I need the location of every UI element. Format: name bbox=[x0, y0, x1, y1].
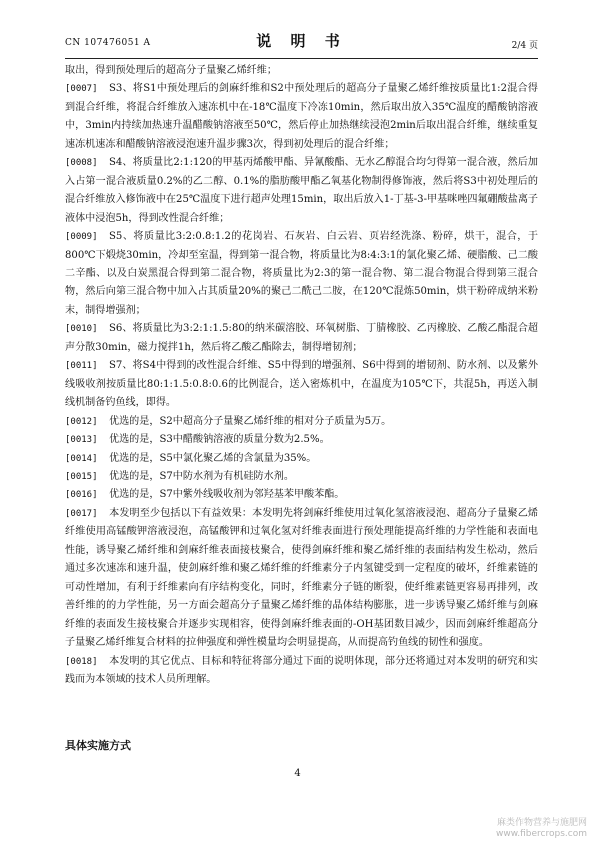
paragraph-continuation bbox=[65, 62, 538, 80]
paragraph-text: 优选的是，S5中氯化聚乙烯的含氯量为35%。 bbox=[109, 452, 317, 464]
paragraph-0017 bbox=[65, 505, 538, 653]
paragraph-0015 bbox=[65, 468, 538, 486]
paragraph-number: [0011] bbox=[65, 361, 98, 372]
paragraph-text: 优选的是，S2中超高分子量聚乙烯纤维的相对分子质量为5万。 bbox=[109, 415, 392, 427]
paragraph-number: [0009] bbox=[65, 232, 98, 243]
paragraph-text: 优选的是，S3中醋酸钠溶液的质量分数为2.5%。 bbox=[109, 434, 330, 446]
paragraph-text: 本发明至少包括以下有益效果：本发明先将剑麻纤维使用过氧化氢溶液浸泡、超高分子量聚乙烯纤维使用高锰酸钾溶液浸泡，高锰酸钾和过氧化氢对纤维表面进行预处理能提高纤维的力学性能和表面电性能，诱导聚乙烯纤维和剑麻纤维表面接枝聚合，使得剑麻纤维和聚乙烯纤维的表面结构发生松动，然后通过多次速冻和速升温，使剑麻纤维和聚乙烯纤维的纤维素分子内氢键受到一定程度的破坏，纤维素链的可动性增加，有利于纤维素向有序结构变化，同时，纤维素分子链的断裂，使纤维素链更容易再排列，改善纤维的的力学性能，另一方面会超高分子量聚乙烯纤维的晶体结构膨胀，进一步诱导聚乙烯纤维与剑麻纤维的表面发生接枝聚合并逐步实现相容，使得剑麻纤维表面的-OH基团数目减少，因而剑麻纤维超高分子量聚乙烯纤维复合材料的拉伸强度和弹性模量均会明显提高，从而提高钓鱼线的韧性和强度。 bbox=[65, 507, 538, 649]
watermark-name: 麻类作物营养与施肥网 bbox=[496, 818, 587, 828]
paragraph-text: 取出，得到预处理后的超高分子量聚乙烯纤维； bbox=[65, 65, 277, 76]
paragraph-number: [0008] bbox=[65, 158, 98, 169]
description-body bbox=[65, 62, 538, 689]
paragraph-text: S7、将S4中得到的改性混合纤维、S5中得到的增强剂、S6中得到的增韧剂、防水剂、以及紫外线吸收剂按质量比80:1:1.5:0.8:0.6的比例混合，送入密炼机中，在温度为105℃下，共混5h，再送入制线机制备钓鱼线，即得。 bbox=[65, 360, 538, 409]
paragraph-0014 bbox=[65, 450, 538, 468]
paragraph-0007 bbox=[65, 80, 538, 154]
paragraph-text: 优选的是，S7中防水剂为有机硅防水剂。 bbox=[109, 470, 294, 482]
paragraph-0011 bbox=[65, 357, 538, 412]
paragraph-text: S6、将质量比为3:2:1:1.5:80的纳米碳溶胶、环氧树脂、丁腈橡胶、乙丙橡胶、乙酸乙酯混合超声分散30min，磁力搅拌1h，然后将乙酸乙酯除去，制得增韧剂； bbox=[65, 323, 538, 353]
paragraph-number: [0010] bbox=[65, 324, 98, 335]
page-header bbox=[65, 30, 538, 59]
paragraph-number: [0017] bbox=[65, 508, 98, 519]
page-number: 4 bbox=[294, 768, 301, 779]
section-heading: 具体实施方式 bbox=[65, 739, 131, 752]
paragraph-0008 bbox=[65, 154, 538, 228]
paragraph-text: S4、将质量比2:1:120的甲基丙烯酸甲酯、异氰酸酯、无水乙醇混合均匀得第一混合液，然后加入占第一混合液质量0.2%的乙二醇、0.1%的脂肪酸甲酯乙氧基化物制得修饰液，然后将S3中初处理后的混合纤维放入修饰液中在25℃温度下进行超声处理15min，取出后放入1-丁基-3-甲基咪唑四氟硼酸盐离子液体中浸泡5h，得到改性混合纤维； bbox=[65, 157, 539, 224]
watermark-url: www.fibercrops.com bbox=[496, 829, 587, 839]
document-title: 说 明 书 bbox=[256, 32, 347, 50]
paragraph-number: [0012] bbox=[65, 416, 98, 427]
paragraph-0010 bbox=[65, 320, 538, 357]
paragraph-text: 本发明的其它优点、目标和特征将部分通过下面的说明体现，部分还将通过对本发明的研究和实践而为本领域的技术人员所理解。 bbox=[65, 655, 538, 685]
page-counter: 2/4 页 bbox=[511, 41, 538, 51]
paragraph-text: 优选的是，S7中紫外线吸收剂为邻羟基苯甲酸苯酯。 bbox=[109, 489, 345, 501]
patent-number: CN 107476051 A bbox=[65, 38, 151, 48]
paragraph-number: [0007] bbox=[65, 84, 98, 95]
site-watermark bbox=[496, 818, 587, 840]
paragraph-0018 bbox=[65, 653, 538, 690]
paragraph-text: S5、将质量比3:2:0.8:1.2的花岗岩、石灰岩、白云岩、页岩经洗涤、粉碎，烘干，混合，于800℃下煅烧30min，冷却至室温，得到第一混合物，将质量比为8:4:3:1的氯化聚乙烯、硬脂酸、己二酸二辛酯、以及白炭黑混合得到第二混合物，将质量比为2:3的第一混合物、第二混合物混合得到第三混合物，然后向第三混合物中加入占其质量20%的聚己二酰己二胺，在120℃混炼50min，烘干粉碎成纳米粉末，制得增强剂； bbox=[65, 231, 538, 316]
paragraph-number: [0014] bbox=[65, 453, 98, 464]
paragraph-number: [0015] bbox=[65, 471, 98, 482]
paragraph-number: [0013] bbox=[65, 435, 98, 446]
paragraph-number: [0016] bbox=[65, 490, 98, 501]
paragraph-number: [0018] bbox=[65, 656, 98, 667]
paragraph-0016 bbox=[65, 486, 538, 504]
paragraph-0012 bbox=[65, 413, 538, 431]
paragraph-0009 bbox=[65, 228, 538, 320]
paragraph-0013 bbox=[65, 431, 538, 449]
paragraph-text: S3、将S1中预处理后的剑麻纤维和S2中预处理后的超高分子量聚乙烯纤维按质量比1:2混合得到混合纤维，将混合纤维放入速冻机中在-18℃温度下冷冻10min，然后取出放入35℃温度的醋酸钠溶液中，3min内持续加热速升温醋酸钠溶液至50℃，然后停止加热继续浸泡2min后取出混合纤维，继续重复速冻机速冻和醋酸钠溶液浸泡速升温步骤3次，得到初处理后的混合纤维； bbox=[65, 83, 538, 150]
